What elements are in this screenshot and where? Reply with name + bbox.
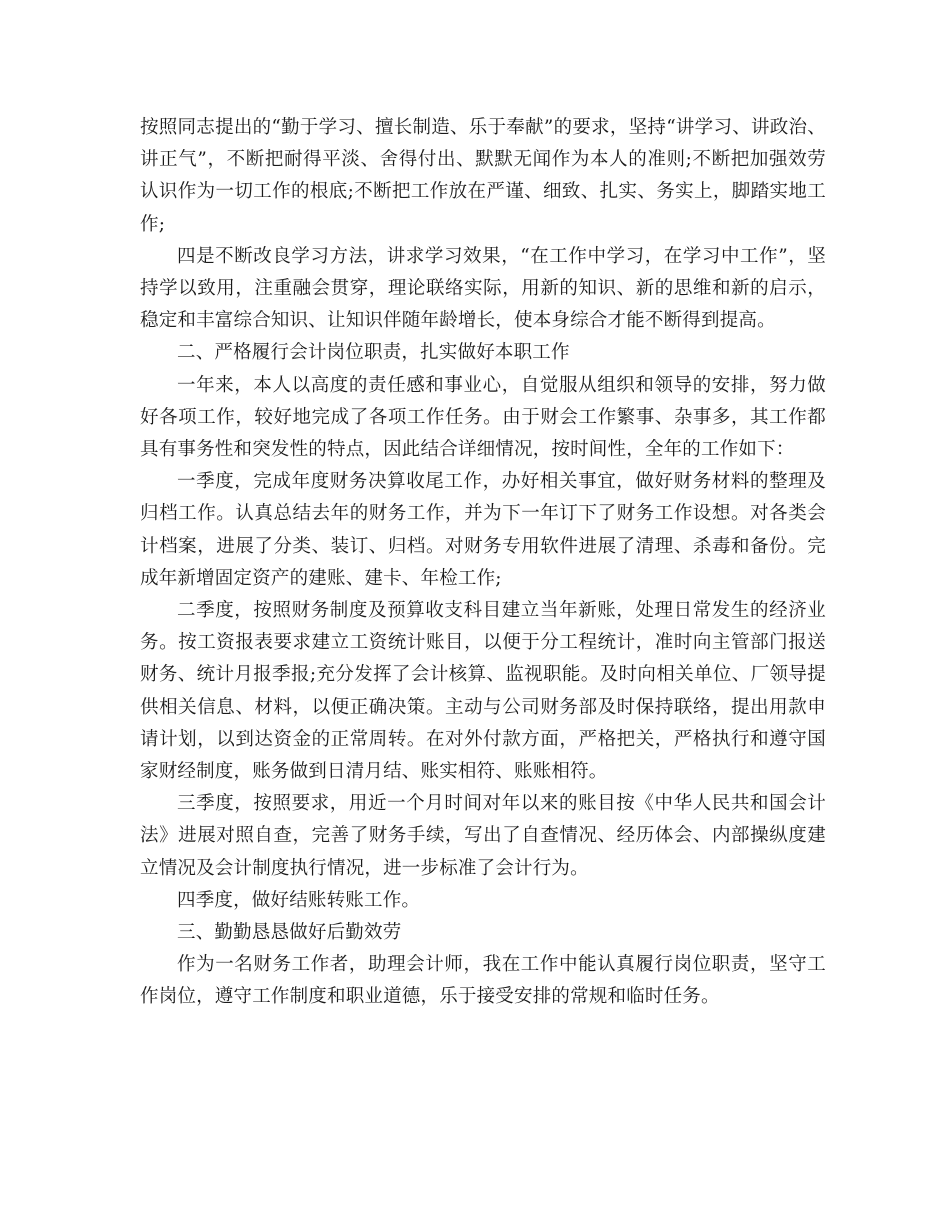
paragraph-q4: 四季度，做好结账转账工作。 xyxy=(177,889,421,911)
document-body xyxy=(140,112,826,1014)
paragraph-q3: 三季度，按照要求，用近一个月时间对年以来的账目按《中华人民共和国会计法》进展对照自查，完善了财务手续，写出了自查情况、经历体会、内部操纵度建立情况及会计制度执行情况，进一步标准了会计行为。 xyxy=(140,793,826,879)
paragraph-last: 作为一名财务工作者，助理会计师，我在工作中能认真履行岗位职责，坚守工作岗位，遵守工作制度和职业道德，乐于接受安排的常规和临时任务。 xyxy=(140,954,826,1008)
section-heading-2: 二、严格履行会计岗位职责，扎实做好本职工作 xyxy=(177,342,570,364)
section-heading-3: 三、勤勤恳恳做好后勤效劳 xyxy=(177,922,402,944)
paragraph-3: 一年来，本人以高度的责任感和事业心，自觉服从组织和领导的安排，努力做好各项工作，较好地完成了各项工作任务。由于财会工作繁事、杂事多，其工作都具有事务性和突发性的特点，因此结合详细情况，按时间性，全年的工作如下： xyxy=(140,374,826,461)
paragraph-q1: 一季度，完成年度财务决算收尾工作，办好相关事宜，做好财务材料的整理及归档工作。认真总结去年的财务工作，并为下一年订下了财务工作设想。对各类会计档案，进展了分类、装订、归档。对财务专用软件进展了清理、杀毒和备份。完成年新增固定资产的建账、建卡、年检工作; xyxy=(140,471,826,589)
paragraph-1: 按照同志提出的“勤于学习、擅长制造、乐于奉献”的要求，坚持“讲学习、讲政治、讲正气”，不断把耐得平淡、舍得付出、默默无闻作为本人的准则;不断把加强效劳认识作为一切工作的根底;不断把工作放在严谨、细致、扎实、务实上，脚踏实地工作; xyxy=(140,117,826,235)
paragraph-q2: 二季度，按照财务制度及预算收支科目建立当年新账，处理日常发生的经济业务。按工资报表要求建立工资统计账目，以便于分工程统计，准时向主管部门报送财务、统计月报季报;充分发挥了会计核算、监视职能。及时向相关单位、厂领导提供相关信息、材料，以便正确决策。主动与公司财务部及时保持联络，提出用款申请计划，以到达资金的正常周转。在对外付款方面，严格把关，严格执行和遵守国家财经制度，账务做到日清月结、账实相符、账账相符。 xyxy=(140,600,826,783)
paragraph-2: 四是不断改良学习方法，讲求学习效果，“在工作中学习，在学习中工作”，坚持学以致用，注重融会贯穿，理论联络实际，用新的知识、新的思维和新的启示，稳定和丰富综合知识、让知识伴随年龄增长，使本身综合才能不断得到提高。 xyxy=(140,245,826,332)
